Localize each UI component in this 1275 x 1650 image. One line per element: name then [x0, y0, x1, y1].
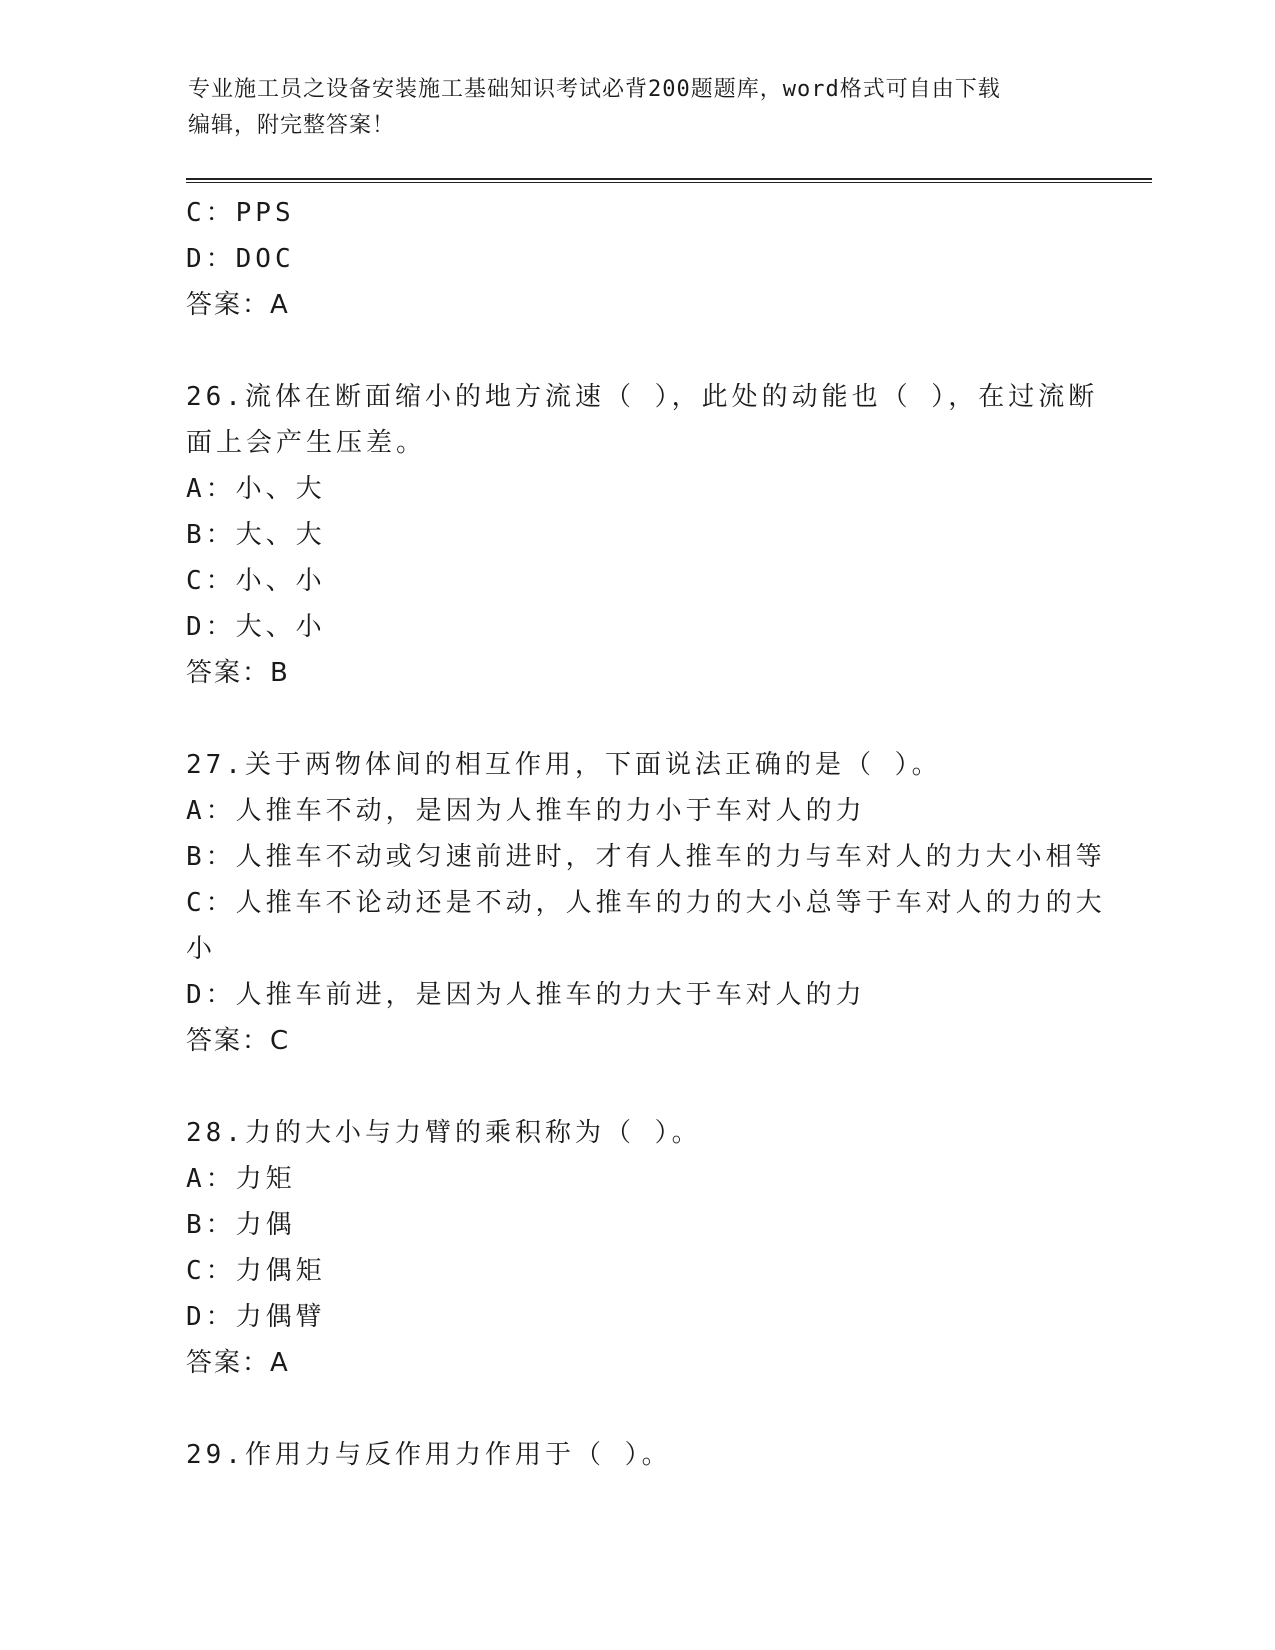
- question-spacer: [186, 1386, 1086, 1432]
- question-26: [186, 374, 1099, 696]
- question-spacer: [186, 328, 1086, 374]
- option-d: D：DOC: [186, 244, 295, 274]
- question-stem: 26.流体在断面缩小的地方流速（ ），此处的动能也（ ），在过流断: [186, 382, 1099, 412]
- question-27: [186, 742, 1106, 1064]
- question-stem: 28.力的大小与力臂的乘积称为（ ）。: [186, 1118, 702, 1148]
- question-list: [186, 190, 1106, 1478]
- question-stem: 27.关于两物体间的相互作用，下面说法正确的是（ ）。: [186, 750, 942, 780]
- option-a: A：小、大: [186, 474, 326, 504]
- question-29: [186, 1432, 1086, 1478]
- question-spacer: [186, 696, 1086, 742]
- option-d: D：大、小: [186, 612, 326, 642]
- page-header: [188, 72, 1088, 144]
- answer-text: 答案：C: [186, 1026, 291, 1056]
- question-stem-continued: 面上会产生压差。: [186, 428, 427, 458]
- option-d: D：人推车前进，是因为人推车的力大于车对人的力: [186, 980, 866, 1010]
- answer-text: 答案：A: [186, 1348, 290, 1378]
- option-c-continued: 小: [186, 934, 217, 964]
- option-b: B：大、大: [186, 520, 326, 550]
- option-c: C：PPS: [186, 198, 295, 228]
- option-b: B：力偶: [186, 1210, 296, 1240]
- option-c: C：人推车不论动还是不动，人推车的力的大小总等于车对人的力的大: [186, 888, 1106, 918]
- header-divider: [186, 178, 1152, 183]
- question-spacer: [186, 1064, 1086, 1110]
- header-line-2: 编辑，附完整答案！: [188, 113, 396, 138]
- question-stem: 29.作用力与反作用力作用于（ ）。: [186, 1440, 672, 1470]
- question-28: [186, 1110, 1086, 1386]
- answer-text: 答案：A: [186, 290, 290, 320]
- option-b: B：人推车不动或匀速前进时，才有人推车的力与车对人的力大小相等: [186, 842, 1106, 872]
- option-c: C：小、小: [186, 566, 326, 596]
- answer-text: 答案：B: [186, 658, 290, 688]
- header-line-1: 专业施工员之设备安装施工基础知识考试必背200题题库，word格式可自由下载: [188, 77, 1001, 102]
- option-d: D：力偶臂: [186, 1302, 326, 1332]
- option-a: A：人推车不动，是因为人推车的力小于车对人的力: [186, 796, 866, 826]
- question-25: [186, 190, 1086, 328]
- option-a: A：力矩: [186, 1164, 296, 1194]
- option-c: C：力偶矩: [186, 1256, 326, 1286]
